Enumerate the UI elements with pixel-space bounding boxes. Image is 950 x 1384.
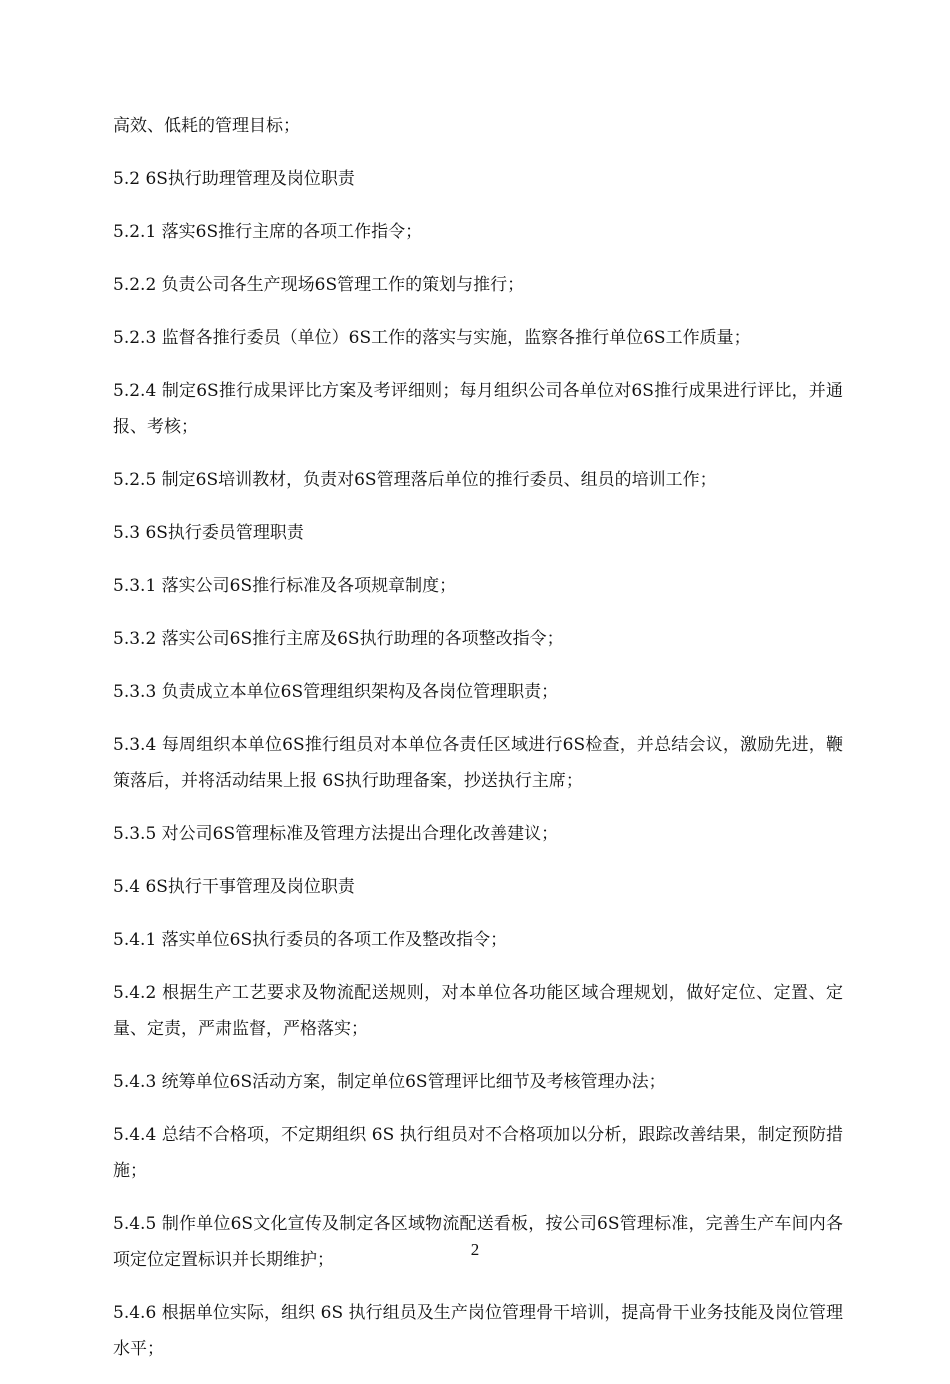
- paragraph: 5.3.3 负责成立本单位6S管理组织架构及各岗位管理职责；: [113, 682, 559, 702]
- paragraph: 5.4.4 总结不合格项，不定期组织 6S 执行组员对不合格项加以分析，跟踪改善结果，制定预防措施；: [113, 1125, 843, 1181]
- paragraph: 5.2.4 制定6S推行成果评比方案及考评细则；每月组织公司各单位对6S推行成果进行评比，并通报、考核；: [113, 381, 843, 437]
- section-heading: 5.4 6S执行干事管理及岗位职责: [113, 877, 355, 897]
- section-heading: 5.2 6S执行助理管理及岗位职责: [113, 169, 355, 189]
- paragraph: 5.4.5 制作单位6S文化宣传及制定各区域物流配送看板，按公司6S管理标准，完善生产车间内各项定位定置标识并长期维护；: [113, 1214, 843, 1270]
- paragraph: 5.2.2 负责公司各生产现场6S管理工作的策划与推行；: [113, 275, 525, 295]
- document-body: [113, 108, 843, 1384]
- paragraph: 5.2.3 监督各推行委员（单位）6S工作的落实与实施，监察各推行单位6S工作质量；: [113, 328, 751, 348]
- paragraph: 5.3.2 落实公司6S推行主席及6S执行助理的各项整改指令；: [113, 629, 564, 649]
- paragraph: 5.4.2 根据生产工艺要求及物流配送规则，对本单位各功能区域合理规划，做好定位、定置、定量、定责，严肃监督，严格落实；: [113, 983, 843, 1039]
- paragraph: 5.3.4 每周组织本单位6S推行组员对本单位各责任区域进行6S检查，并总结会议，激励先进，鞭策落后，并将活动结果上报 6S执行助理备案，抄送执行主席；: [113, 735, 843, 791]
- paragraph: 5.4.6 根据单位实际，组织 6S 执行组员及生产岗位管理骨干培训，提高骨干业务技能及岗位管理水平；: [113, 1303, 843, 1359]
- paragraph: 5.2.1 落实6S推行主席的各项工作指令；: [113, 222, 423, 242]
- page-number: 2: [470, 1240, 480, 1259]
- paragraph: 5.4.1 落实单位6S执行委员的各项工作及整改指令；: [113, 930, 508, 950]
- paragraph: 5.2.5 制定6S培训教材，负责对6S管理落后单位的推行委员、组员的培训工作；: [113, 470, 717, 490]
- paragraph: 5.4.3 统筹单位6S活动方案，制定单位6S管理评比细节及考核管理办法；: [113, 1072, 666, 1092]
- section-heading: 5.3 6S执行委员管理职责: [113, 523, 304, 543]
- paragraph: 高效、低耗的管理目标；: [113, 116, 300, 136]
- paragraph: 5.3.1 落实公司6S推行标准及各项规章制度；: [113, 576, 457, 596]
- paragraph: 5.3.5 对公司6S管理标准及管理方法提出合理化改善建议；: [113, 824, 559, 844]
